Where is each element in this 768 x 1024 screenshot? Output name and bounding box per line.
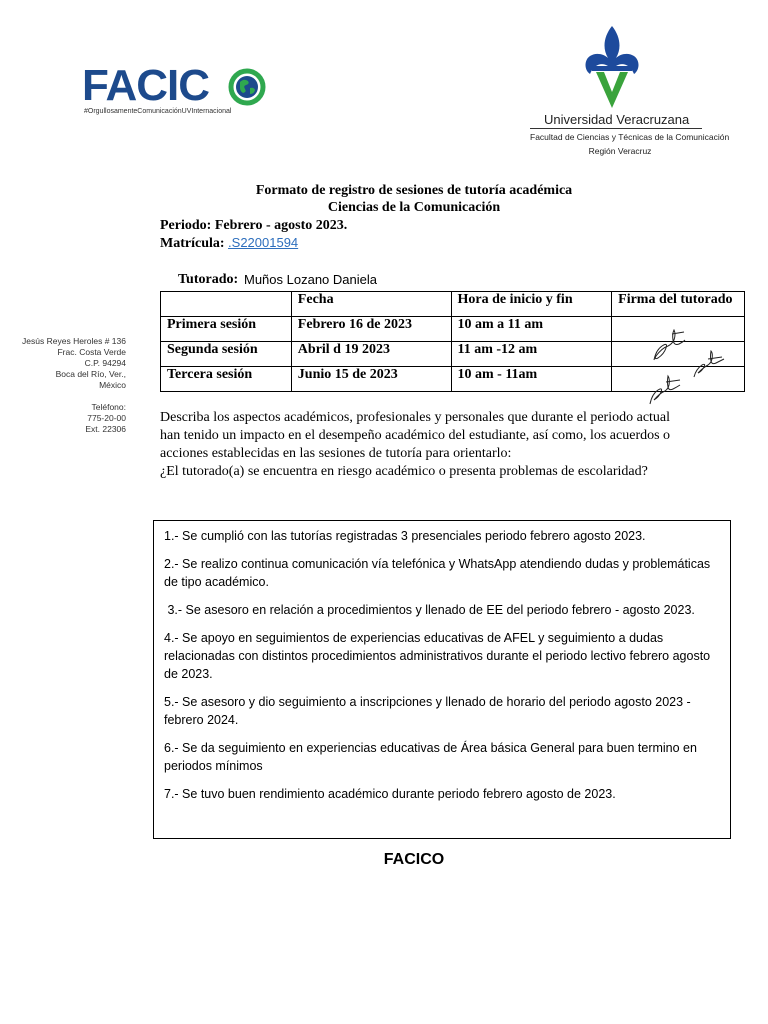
- description-line: han tenido un impacto en el desempeño académico del estudiante, así como, los acuerdos o: [160, 428, 671, 443]
- table-header-row: [161, 292, 745, 317]
- tutorado-label: Tutorado:: [178, 272, 239, 287]
- fleur-de-lis-icon: [582, 24, 642, 110]
- uv-logo: [530, 24, 730, 164]
- address-line: Boca del Río, Ver.,: [55, 369, 126, 379]
- signature-2: [690, 347, 730, 381]
- facico-tagline-suffix: Internacional: [191, 108, 232, 115]
- notes-box: [153, 520, 731, 839]
- description-line: acciones establecidas en las sesiones de tutoría para orientarlo:: [160, 446, 512, 461]
- facico-logo-text: FACIC: [82, 61, 209, 110]
- session-date: Abril d 19 2023: [291, 342, 451, 367]
- note-item: 4.- Se apoyo en seguimientos de experiencias educativas de AFEL y seguimiento a dudas relacionadas con distintos procedimientos administrativos durante el periodo lectivo febrero agosto de 2023.: [164, 631, 711, 681]
- tutorado-value: Muños Lozano Daniela: [244, 272, 377, 287]
- matricula-label: Matrícula:: [160, 236, 225, 251]
- address-line: México: [99, 380, 126, 390]
- address-block: [14, 336, 126, 391]
- matricula-line: [160, 235, 298, 252]
- document-subtitle: Ciencias de la Comunicación: [327, 200, 501, 215]
- session-time: 11 am -12 am: [451, 342, 612, 367]
- note-item: 3.- Se asesoro en relación a procedimientos y llenado de EE del periodo febrero - agosto 2023.: [164, 603, 695, 617]
- periodo-line: [160, 218, 347, 234]
- footer-label: FACICO: [383, 851, 445, 868]
- address-line: Jesús Reyes Heroles # 136: [22, 336, 126, 346]
- note-item: 5.- Se asesoro y dio seguimiento a inscripciones y llenado de horario del periodo agosto 2023 - febrero 2024.: [164, 695, 691, 727]
- description-line: Describa los aspectos académicos, profesionales y personales que durante el periodo actual: [160, 410, 671, 425]
- session-date: Febrero 16 de 2023: [291, 317, 451, 342]
- signature-3: [646, 368, 688, 408]
- session-time: 10 am a 11 am: [451, 317, 612, 342]
- address-line: Frac. Costa Verde: [57, 347, 126, 357]
- phone-line: Teléfono:: [91, 402, 126, 412]
- facico-tagline-prefix: #OrgullosamenteComunicaciónUV: [84, 108, 192, 115]
- signature-1: [648, 320, 694, 364]
- facico-tagline: [84, 108, 231, 115]
- table-header-cell: [161, 292, 292, 317]
- address-line: C.P. 94294: [84, 358, 126, 368]
- periodo-value: Febrero - agosto 2023.: [214, 218, 348, 233]
- session-time: 10 am - 11am: [451, 367, 612, 392]
- university-name: Universidad Veracruzana: [544, 112, 690, 127]
- session-name: Tercera sesión: [161, 367, 292, 392]
- phone-line: 775-20-00: [87, 413, 126, 423]
- session-name: Segunda sesión: [161, 342, 292, 367]
- description-block: [160, 409, 680, 481]
- session-name: Primera sesión: [161, 317, 292, 342]
- note-item: 6.- Se da seguimiento en experiencias educativas de Área básica General para buen termino en periodos mínimos: [164, 741, 697, 773]
- session-date: Junio 15 de 2023: [291, 367, 451, 392]
- matricula-link[interactable]: .S22001594: [228, 235, 299, 250]
- table-header-cell: Firma del tutorado: [612, 292, 745, 317]
- facico-logo: [82, 61, 272, 120]
- description-question: ¿El tutorado(a) se encuentra en riesgo académico o presenta problemas de escolaridad?: [160, 464, 648, 479]
- periodo-label: Periodo:: [160, 218, 212, 233]
- document-title: Formato de registro de sesiones de tutoría académica: [255, 183, 573, 198]
- note-item: 7.- Se tuvo buen rendimiento académico durante periodo febrero agosto de 2023.: [164, 787, 616, 801]
- note-item: 1.- Se cumplió con las tutorías registradas 3 presenciales periodo febrero agosto 2023.: [164, 529, 646, 543]
- phone-line: Ext. 22306: [85, 424, 126, 434]
- divider: [530, 128, 702, 129]
- faculty-name: Facultad de Ciencias y Técnicas de la Comunicación: [530, 132, 730, 142]
- globe-icon: [228, 68, 266, 106]
- phone-block: [14, 402, 126, 435]
- region-name: Región Veracruz: [588, 146, 652, 156]
- table-header-cell: Hora de inicio y fin: [451, 292, 612, 317]
- table-header-cell: Fecha: [291, 292, 451, 317]
- note-item: 2.- Se realizo continua comunicación vía telefónica y WhatsApp atendiendo dudas y problemáticas de tipo académico.: [164, 557, 711, 589]
